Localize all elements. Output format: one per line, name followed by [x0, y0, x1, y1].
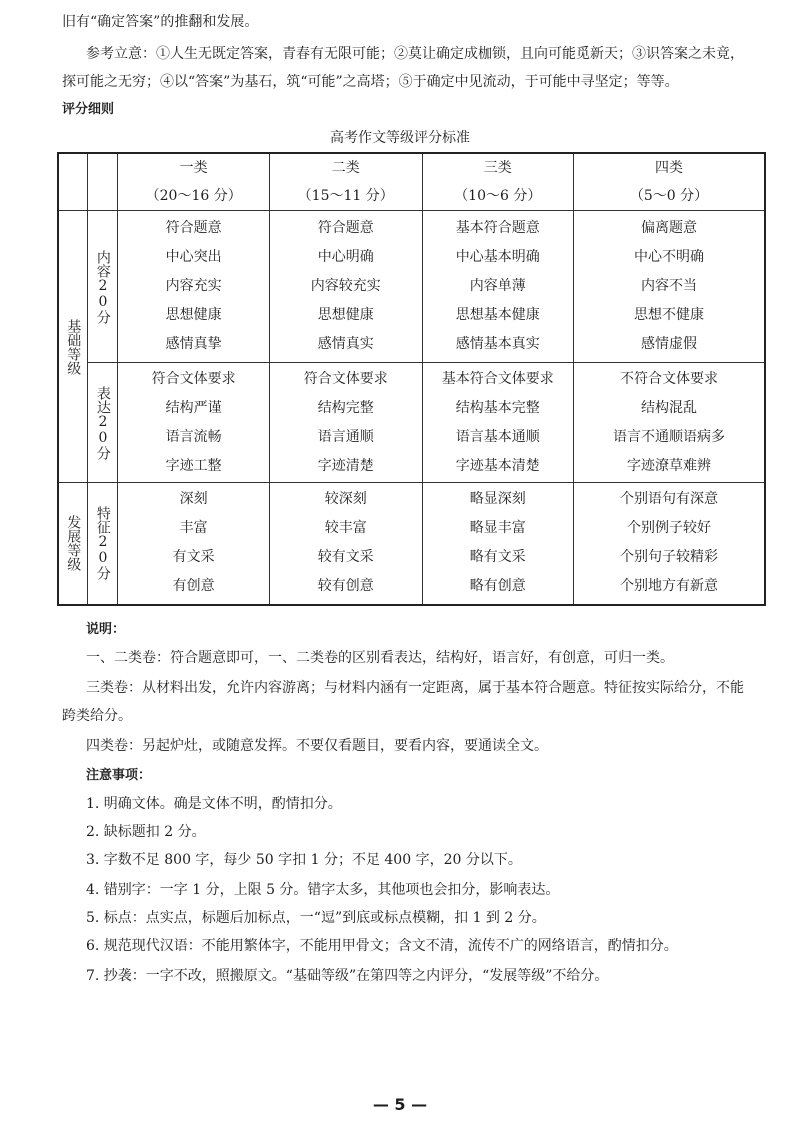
- corner-cell: [88, 153, 118, 211]
- notes-paragraph-1: 一、二类卷：符合题意即可，一、二类卷的区别看表达，结构好，语言好，有创意，可归一类。: [86, 650, 674, 666]
- attention-item: 3. 字数不足 800 字，每少 50 字扣 1 分；不足 400 字，20 分以下。: [86, 852, 522, 868]
- content-class-4: 偏离题意 中心不明确 内容不当 思想不健康 感情虚假: [574, 211, 765, 363]
- content-class-2: 符合题意 中心明确 内容较充实 思想健康 感情真实: [269, 211, 422, 363]
- attention-item: 6. 规范现代汉语：不能用繁体字，不能用甲骨文；含文不清，流传不广的网络语言，酌情扣分。: [86, 938, 678, 954]
- intro-line: 旧有“确定答案”的推翻和发展。: [62, 14, 259, 30]
- expression-class-3: 基本符合文体要求 结构基本完整 语言基本通顺 字迹基本清楚: [422, 363, 574, 483]
- expression-class-2: 符合文体要求 结构完整 语言通顺 字迹清楚: [269, 363, 422, 483]
- expression-row: [58, 363, 765, 483]
- notes-paragraph-2-line-2: 跨类给分。: [62, 708, 132, 724]
- attention-item: 5. 标点：点实点，标题后加标点，一“逗”到底或标点模糊，扣 1 到 2 分。: [86, 910, 546, 926]
- development-level-label: 发展等级: [58, 483, 88, 605]
- content-label: 内容20分: [88, 211, 118, 363]
- basic-level-label: 基础等级: [58, 211, 88, 483]
- table-title: 高考作文等级评分标准: [330, 130, 470, 146]
- header-class-3: 三类 （10～6 分）: [422, 153, 574, 211]
- attention-item: 2. 缺标题扣 2 分。: [86, 824, 206, 840]
- attention-item: 4. 错别字：一字 1 分，上限 5 分。错字太多，其他项也会扣分，影响表达。: [86, 882, 560, 898]
- header-class-1: 一类 （20～16 分）: [118, 153, 270, 211]
- reference-ideas-line-2: 探可能之无穷；④以“答案”为基石，筑“可能”之高塔；⑤于确定中见流动，于可能中寻坚定；等等。: [62, 74, 679, 90]
- attention-title: 注意事项：: [86, 768, 152, 783]
- notes-paragraph-3: 四类卷：另起炉灶，或随意发挥。不要仅看题目，要看内容，要通读全文。: [86, 738, 548, 754]
- grading-table: [57, 152, 766, 606]
- header-class-4: 四类 （5～0 分）: [574, 153, 765, 211]
- reference-ideas-line-1: 参考立意：①人生无既定答案，青春有无限可能；②莫让确定成枷锁，且向可能觅新天；③识答案之未竟，: [86, 46, 744, 62]
- feature-class-3: 略显深刻 略显丰富 略有文采 略有创意: [422, 483, 574, 605]
- feature-label: 特征20分: [88, 483, 118, 605]
- expression-label: 表达20分: [88, 363, 118, 483]
- notes-title: 说明：: [86, 622, 126, 637]
- attention-item: 7. 抄袭：一字不改，照搬原文。“基础等级”在第四等之内评分，“发展等级”不给分。: [86, 968, 609, 984]
- content-row: [58, 211, 765, 363]
- content-class-3: 基本符合题意 中心基本明确 内容单薄 思想基本健康 感情基本真实: [422, 211, 574, 363]
- corner-cell: [58, 153, 88, 211]
- feature-class-1: 深刻 丰富 有文采 有创意: [118, 483, 270, 605]
- attention-item: 1. 明确文体。确是文体不明，酌情扣分。: [86, 796, 342, 812]
- table-header-row: [58, 153, 765, 211]
- content-class-1: 符合题意 中心突出 内容充实 思想健康 感情真挚: [118, 211, 270, 363]
- expression-class-1: 符合文体要求 结构严谨 语言流畅 字迹工整: [118, 363, 270, 483]
- feature-row: [58, 483, 765, 605]
- feature-class-4: 个别语句有深意 个别例子较好 个别句子较精彩 个别地方有新意: [574, 483, 765, 605]
- page-number: — 5 —: [372, 1095, 428, 1114]
- notes-paragraph-2-line-1: 三类卷：从材料出发，允许内容游离；与材料内涵有一定距离，属于基本符合题意。特征按实际给分，不能: [86, 680, 744, 696]
- feature-class-2: 较深刻 较丰富 较有文采 较有创意: [269, 483, 422, 605]
- header-class-2: 二类 （15～11 分）: [269, 153, 422, 211]
- expression-class-4: 不符合文体要求 结构混乱 语言不通顺语病多 字迹潦草难辨: [574, 363, 765, 483]
- section-title: 评分细则: [62, 102, 115, 117]
